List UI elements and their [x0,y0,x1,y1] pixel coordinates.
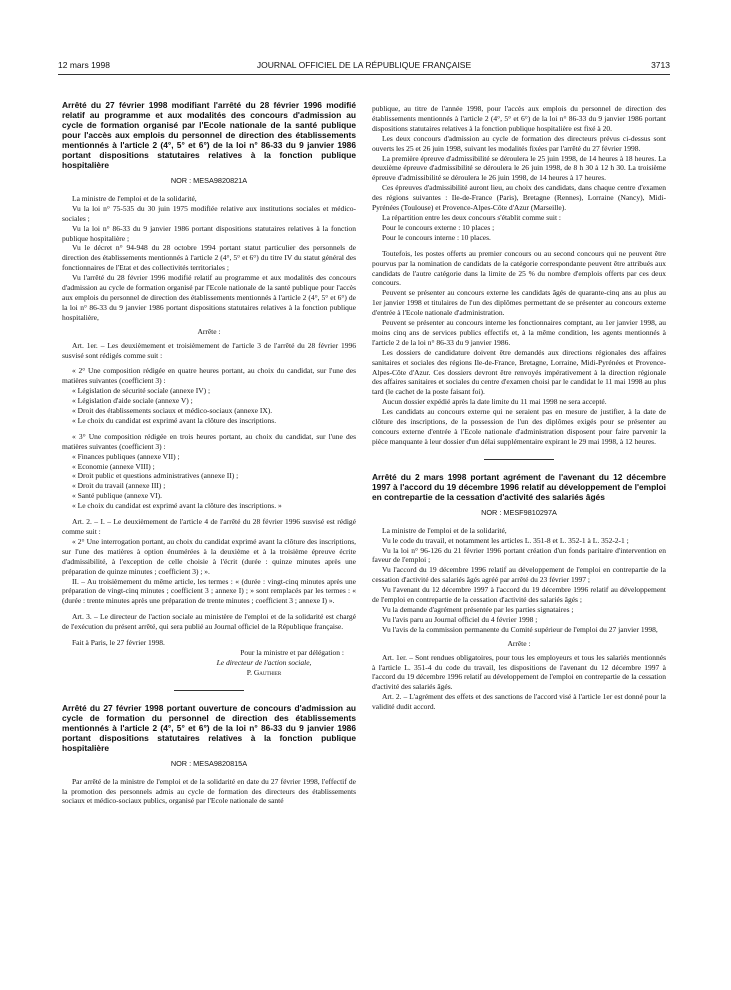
list-item: « Droit des établissements sociaux et médico-sociaux (annexe IX). [72,406,273,416]
paragraph: Peuvent se présenter au concours interne les fonctionnaires comptant, au 1er janvier 1998, au moins cinq ans de services publics effectifs et, à la même condition, les agents mentionnés à l'article 2 de la loi n° 86-33 du 9 janvier 1986. [372,318,666,347]
paragraph: Les candidats au concours externe qui ne seraient pas en mesure de justifier, à la date de clôture des inscriptions, de la possession de l'un des diplômes exigés pour se présenter au concours externe d'entrée à l'Ecole nationale d'administration disposent pour faire parvenir la pièce manquante à leur dossier d'un délai supplémentaire expirant le 29 mai 1998, à 12 heures. [372,407,666,446]
paragraph: « 3° Une composition rédigée en trois heures portant, au choix du candidat, sur l'une des matières suivantes (coefficient 3) : [62,431,356,451]
decree-3-nor: NOR : MESF9810297A [481,507,557,517]
separator-rule [174,690,244,691]
paragraph: Vu l'avenant du 12 décembre 1997 à l'accord du 19 décembre 1996 relatif au développement de l'emploi en contrepartie de la cessation d'activité des salariés âgés ; [372,585,666,605]
paragraph: La répartition entre les deux concours s'établit comme suit : [382,212,562,222]
paragraph: Toutefois, les postes offerts au premier concours ou au second concours qui ne peuvent être pourvus par la nomination de candidats de la catégorie correspondante peuvent être attribués aux candidats de l'autre catégorie dans la limite de 25 % du nombre d'emplois offerts par ces deux concours. [372,248,666,288]
list-item: Pour le concours externe : 10 places ; [382,222,495,232]
signature-delegation: Pour la ministre et par délégation : [240,647,344,657]
paragraph: Ces épreuves d'admissibilité auront lieu, au choix des candidats, dans chaque centre d'examen des régions suivantes : Ile-de-France (Paris), Bretagne (Rennes), Lorraine (Nancy), Midi-Pyrénées (Toulouse) et Provence-Alpes-Côte d'Azur (Marseille). [372,183,666,213]
paragraph: Aucun dossier expédié après la date limite du 11 mai 1998 ne sera accepté. [382,397,607,407]
paragraph: La ministre de l'emploi et de la solidarité, [382,525,507,535]
signature-title: Le directeur de l'action sociale, [216,657,312,667]
header-date: 12 mars 1998 [58,60,110,70]
paragraph: Les deux concours d'admission au cycle de formation des directeurs prévus ci-dessus sont ouverts les 25 et 26 juin 1998, suivant les modalités fixées par l'arrêté du 27 février 1998. [372,133,666,153]
paragraph: Les dossiers de candidature doivent être demandés aux directions régionales des affaires sanitaires et sociales des régions Ile-de-France, Bretagne, Lorraine, Midi-Pyrénées et Provence-Alpes-Côte d'Azur. Ces dossiers devront être renvoyés impérativement à la direction régionale des affaires sanitaires et sociales du centre d'examen choisi par le candidat le 11 mai 1998 au plus tard (le cachet de la poste faisant foi). [372,347,666,397]
paragraph: « Le choix du candidat est exprimé avant la clôture des inscriptions. » [72,501,282,511]
decree-2-nor: NOR : MESA9820815A [170,758,248,768]
article-2: Art. 2. – L'agrément des effets et des sanctions de l'accord visé à l'article 1er est donné pour la validité dudit accord. [372,692,666,712]
arrete-heading: Arrête : [197,326,221,336]
paragraph: Vu la demande d'agrément présentée par les parties signataires ; [382,604,574,614]
list-item: « Finances publiques (annexe VII) ; [72,451,180,461]
decree-1-nor: NOR : MESA9820821A [170,176,248,185]
paragraph: Fait à Paris, le 27 février 1998. [72,638,165,648]
page-header [58,60,670,74]
paragraph: II. – Au troisièmement du même article, les termes : « (durée : vingt-cinq minutes après une préparation de vingt-cinq minutes ; coefficient 3 ; annexe I) ; » sont remplacés par les termes : « (durée : trente minutes après une préparation de trente minutes ; coefficient 3 ; annexe I) ». [62,576,356,606]
left-column [62,100,356,806]
paragraph: « Le choix du candidat est exprimé avant la clôture des inscriptions. [72,415,277,425]
paragraph: Vu le code du travail, et notamment les articles L. 351-8 et L. 352-1 à L. 352-2-1 ; [382,535,629,545]
header-page-number: 3713 [651,60,670,70]
header-rule [58,74,670,75]
article-1: Art. 1er. – Sont rendues obligatoires, pour tous les employeurs et tous les salariés mentionnés à l'article L. 351-4 du code du travail, les dispositions de l'avenant du 12 décembre 1997 à l'accord du 19 décembre 1996 relatif au développement de l'emploi en contrepartie de la cessation d'activité des salariés âgés. [372,652,666,692]
article-3: Art. 3. – Le directeur de l'action sociale au ministère de l'emploi et de la solidarité est chargé de l'exécution du présent arrêté, qui sera publié au Journal officiel de la République française. [62,612,356,632]
list-item: « Economie (annexe VIII) ; [72,461,155,471]
paragraph: Vu la loi n° 75-535 du 30 juin 1975 modifiée relative aux institutions sociales et médico-sociales ; [62,203,356,223]
paragraph: Vu l'avis paru au Journal officiel du 4 février 1998 ; [382,614,538,624]
paragraph: Vu l'arrêté du 28 février 1996 modifié relatif au programme et aux modalités des concours d'admission au cycle de formation organisé par l'Ecole nationale de la santé publique pour l'accès aux emplois du personnel de direction des établissements mentionnés à l'article 2 (4°, 5° et 6°) de la loi n° 86-33 du 9 janvier 1986 portant dispositions statutaires relatives à la fonction publique hospitalière, [62,273,356,322]
paragraph: Par arrêté de la ministre de l'emploi et de la solidarité en date du 27 février 1998, l'effectif de la promotion des personnels admis au cycle de formation des directeurs des établissements sociaux et médico-sociaux publics, organisé par l'Ecole nationale de santé [62,776,356,806]
paragraph: La première épreuve d'admissibilité se déroulera le 25 juin 1998, de 14 heures à 18 heures. La deuxième épreuve d'admissibilité se déroulera le 26 juin 1998, de 8 h 30 à 12 h 30. La troisième épreuve d'admissibilité se déroulera le 26 juin 1998, de 14 heures à 17 heures. [372,153,666,183]
decree-1-title: Arrêté du 27 février 1998 modifiant l'arrêté du 28 février 1996 modifié relatif au programme et aux modalités des concours d'admission au cycle de formation organisé par l'Ecole nationale de la santé publique pour l'accès aux emplois du personnel de direction des établissements mentionnés à l'article 2 (4°, 5° et 6°) de la loi n° 86-33 du 9 janvier 1986 portant dispositions statutaires relatives à la fonction publique hospitalière [62,100,356,170]
paragraph: Vu l'accord du 19 décembre 1996 relatif au développement de l'emploi en contrepartie de la cessation d'activité des salariés âgés agréé par arrêté du 23 février 1997 ; [372,565,666,585]
paragraph: Vu l'avis de la commission permanente du Comité supérieur de l'emploi du 27 janvier 1998, [382,624,658,634]
list-item: « Santé publique (annexe VI). [72,491,163,501]
list-item: « Droit public et questions administratives (annexe II) ; [72,471,239,481]
paragraph: « 2° Une composition rédigée en quatre heures portant, au choix du candidat, sur l'une des matières suivantes (coefficient 3) : [62,366,356,386]
right-column [372,104,666,712]
paragraph: Vu le décret n° 94-948 du 28 octobre 1994 portant statut particulier des personnels de direction des établissements mentionnés à l'article 2 (4°, 5° et 6°) du titre IV du statut général des fonctionnaires de l'Etat et des collectivités territoriales ; [62,243,356,273]
paragraph: Vu la loi n° 86-33 du 9 janvier 1986 portant dispositions statutaires relatives à la fonction publique hospitalière ; [62,223,356,243]
article-2: Art. 2. – I. – Le deuxièmement de l'article 4 de l'arrêté du 28 février 1996 susvisé est rédigé comme suit : [62,517,356,536]
list-item: Pour le concours interne : 10 places. [382,232,491,242]
signature-name: P. Gauthier [246,667,282,677]
paragraph: Peuvent se présenter au concours externe les candidats âgés de quarante-cinq ans au plus au 1er janvier 1998 et titulaires de l'un des diplômes permettant de se présenter au concours externe d'entrée à l'Ecole nationale d'administration. [372,288,666,318]
paragraph: La ministre de l'emploi et de la solidarité, [72,193,197,203]
paragraph: publique, au titre de l'année 1998, pour l'accès aux emplois du personnel de direction des établissements mentionnés à l'article 2 (4°, 5° et 6°) de la loi n° 86-33 du 9 janvier 1986 portant dispositions statutaires relatives à la fonction publique hospitalière est fixé à 20. [372,104,666,133]
list-item: « Droit du travail (annexe III) ; [72,481,166,491]
list-item: « Législation d'aide sociale (annexe V) ; [72,396,193,406]
paragraph: Vu la loi n° 96-126 du 21 février 1996 portant création d'un fonds paritaire d'intervention en faveur de l'emploi ; [372,545,666,565]
arrete-heading: Arrête : [507,638,531,648]
decree-2-title: Arrêté du 27 février 1998 portant ouverture de concours d'admission au cycle de formation du personnel de direction des établissements mentionnés à l'article 2 (4°, 5° et 6°) de la loi n° 86-33 du 9 janvier 1986 portant dispositions statutaires relatives à la fonction publique hospitalière [62,702,356,753]
article-1: Art. 1er. – Les deuxièmement et troisièmement de l'article 3 de l'arrêté du 28 février 1996 susvisé sont rédigés comme suit : [62,340,356,360]
header-journal-title: JOURNAL OFFICIEL DE LA RÉPUBLIQUE FRANÇAISE [256,60,472,70]
list-item: « Législation de sécurité sociale (annexe IV) ; [72,386,211,396]
paragraph: « 2° Une interrogation portant, au choix du candidat exprimé avant la clôture des inscriptions, sur l'une des matières à option énumérées à la deuxième et à la troisième épreuve écrite d'admissibilité, à l'exception de celle choisie à l'écrit (durée : quinze minutes après une préparation de quinze minutes ; coefficient 3) ; ». [62,536,356,576]
separator-rule [484,459,554,460]
decree-3-title: Arrêté du 2 mars 1998 portant agrément de l'avenant du 12 décembre 1997 à l'accord du 19 décembre 1996 relatif au développement de l'emploi en contrepartie de la cessation d'activité des salariés âgés [372,471,666,502]
